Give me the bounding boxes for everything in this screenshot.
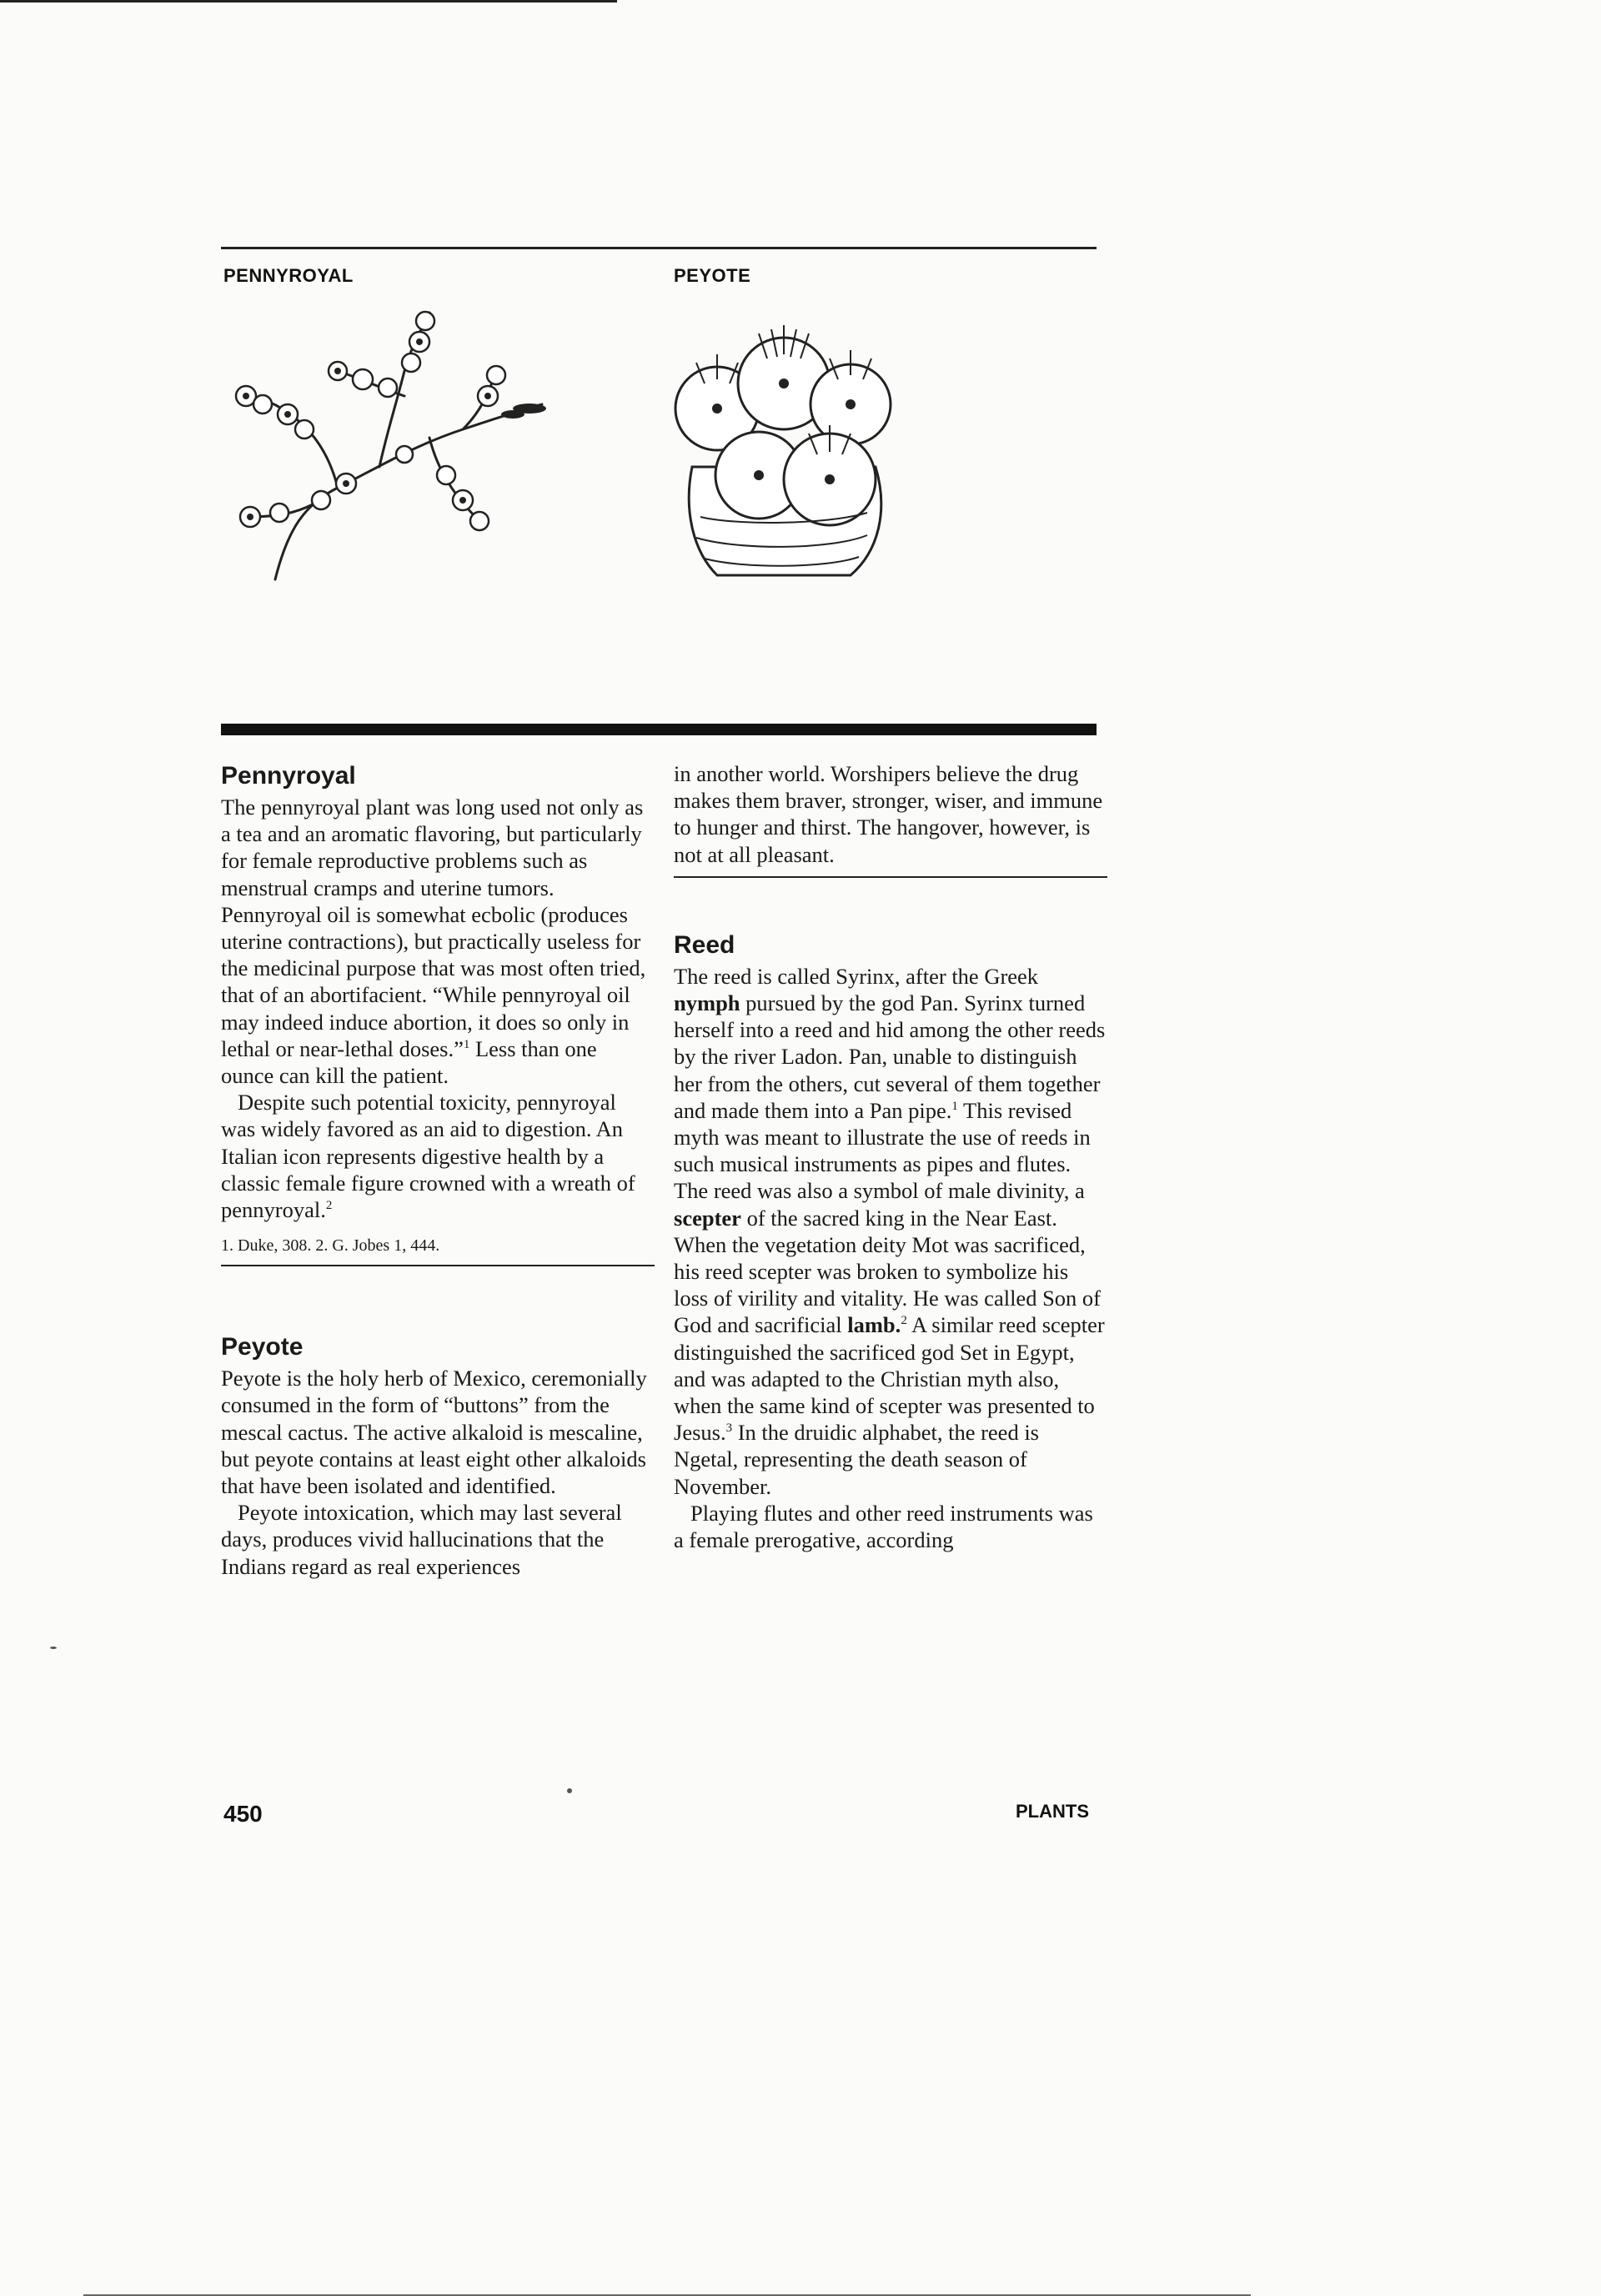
peyote-cactus-illustration-icon xyxy=(659,300,909,584)
reed-footnote-ref-1: 1 xyxy=(951,1100,958,1113)
section-footer: PLANTS xyxy=(1016,1801,1089,1822)
peyote-paragraph-2-continued: in another world. Worshipers believe the drug makes them braver, stronger, wiser, and immune to hunger and thirst. The hangover, however, is not at all pleasant. xyxy=(674,761,1103,867)
scan-edge-line xyxy=(0,0,617,3)
reed-term-lamb: lamb. xyxy=(847,1312,901,1338)
peyote-paragraph-1: Peyote is the holy herb of Mexico, ceremonially consumed in the form of “buttons” from the mescal cactus. The active alkaloid is mescaline, but peyote contains at least eight other alkaloids that have been isolated and identified. xyxy=(221,1366,647,1499)
section-divider-rule xyxy=(221,724,1097,735)
pennyroyal-paragraph-1 xyxy=(221,794,655,1089)
footnote-ref-2: 2 xyxy=(325,1199,333,1213)
reed-footnote-ref-2: 2 xyxy=(901,1314,907,1328)
right-column xyxy=(674,760,1107,1553)
left-column xyxy=(221,760,655,1580)
pennyroyal-p1-text: The pennyroyal plant was long used not only as a tea and an aromatic flavoring, but particularly for female reproductive problems such as menstrual cramps and uterine tumors. Pennyroyal oil is somewhat ecbolic (produces uterine contractions), but practically useless for the medicinal purpose that was most often tried, that of an abortifacient. “While pennyroyal oil may indeed induce abortion, it does so only in lethal or near-lethal doses.” xyxy=(221,795,646,1061)
entry-title-reed: Reed xyxy=(674,930,735,959)
reed-term-scepter: scepter xyxy=(674,1205,741,1231)
peyote-paragraph-2: Peyote intoxication, which may last several days, produces vivid hallucinations that the Indians regard as real experiences xyxy=(221,1500,622,1579)
entry-title-peyote: Peyote xyxy=(221,1333,304,1361)
running-head-left: PENNYROYAL xyxy=(223,265,354,286)
reed-term-nymph: nymph xyxy=(674,990,740,1016)
reed-text-3: This revised myth was meant to illustrate the use of reeds in such musical instruments as pipes and flutes. The reed was also a symbol of male divinity, a xyxy=(674,1097,1091,1204)
entry-title-pennyroyal: Pennyroyal xyxy=(221,762,356,790)
scan-speck xyxy=(567,1788,572,1793)
page-number: 450 xyxy=(223,1801,263,1827)
reed-text-2: pursued by the god Pan. Syrinx turned herself into a reed and hid among the other reeds by the river Ladon. Pan, unable to distinguish her from the others, cut several of them together and made them into a Pan pipe. xyxy=(674,990,1106,1123)
reed-text-6: In the druidic alphabet, the reed is Ngetal, representing the death season of November. xyxy=(674,1420,1039,1499)
reed-text-5: A similar reed scepter distinguished the sacrificed god Set in Egypt, and was adapted to the Christian myth also, when the same kind of scepter was presented to Jesus. xyxy=(674,1312,1105,1446)
pennyroyal-sprig-illustration-icon xyxy=(213,304,563,588)
header-rule xyxy=(221,247,1097,249)
footnote-ref-1: 1 xyxy=(463,1038,470,1051)
reed-paragraph-1 xyxy=(674,963,1107,1500)
pennyroyal-footnotes: 1. Duke, 308. 2. G. Jobes 1, 444. xyxy=(221,1236,440,1256)
pennyroyal-paragraph-2 xyxy=(221,1089,655,1223)
pennyroyal-p2-text: Despite such potential toxicity, pennyroyal was widely favored as an aid to digestion. An Italian icon represents digestive health by a classic female figure crowned with a wreath of pennyroyal. xyxy=(221,1090,635,1223)
running-head-right: PEYOTE xyxy=(674,265,751,286)
pennyroyal-p1-tail: Less than one ounce can kill the patient. xyxy=(221,1035,597,1089)
reed-footnote-ref-3: 3 xyxy=(725,1421,733,1436)
reed-paragraph-2: Playing flutes and other reed instruments was a female prerogative, according xyxy=(674,1500,1093,1553)
reed-text-1: The reed is called Syrinx, after the Greek xyxy=(674,963,1039,989)
reed-text-4: of the sacred king in the Near East. When the vegetation deity Mot was sacrificed, his reed scepter was broken to symbolize his loss of virility and vitality. He was called Son of God and sacrificial xyxy=(674,1205,1102,1338)
scan-speck xyxy=(50,1647,57,1649)
